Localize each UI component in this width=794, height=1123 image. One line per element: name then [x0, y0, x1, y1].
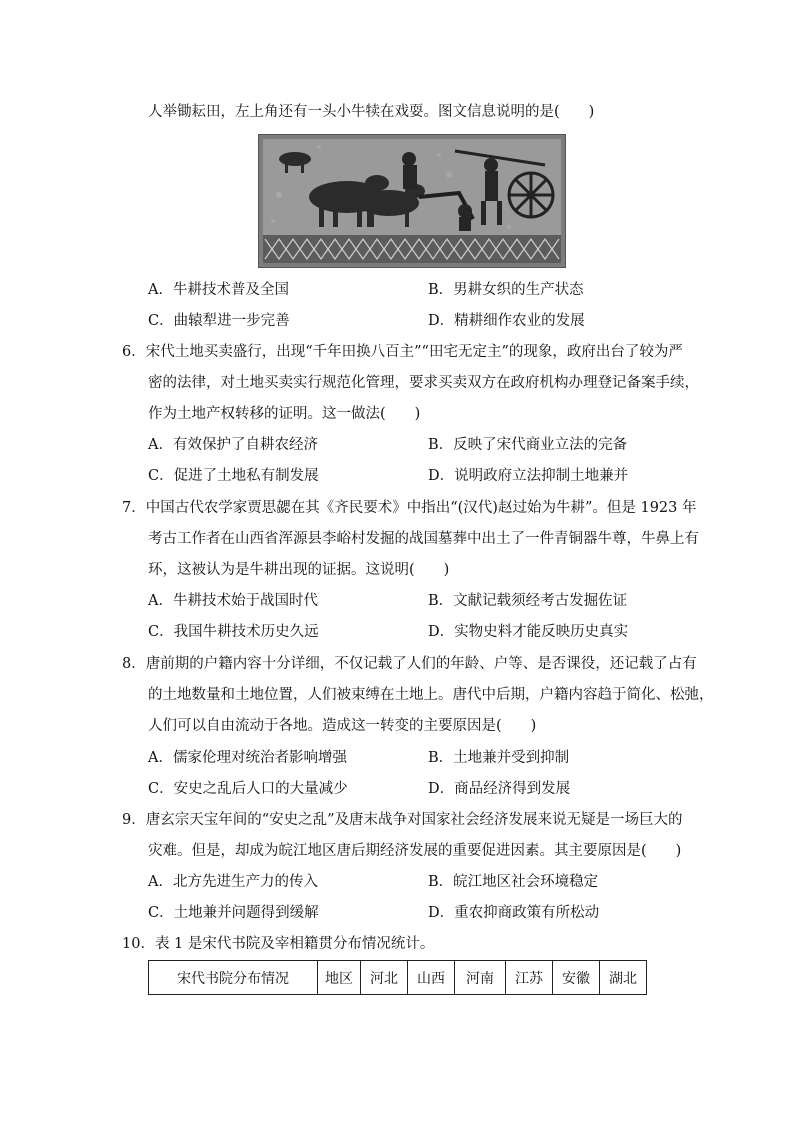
q9-stem-line1: 9．唐玄宗天宝年间的“安史之乱”及唐末战争对国家社会经济发展来说无疑是一场巨大的 — [122, 812, 683, 828]
q9-option-c: C．土地兼并问题得到缓解 — [148, 905, 319, 921]
q9-option-b: B．皖江地区社会环境稳定 — [428, 874, 599, 890]
q5-option-a: A．牛耕技术普及全国 — [148, 282, 289, 298]
q5-option-d: D．精耕细作农业的发展 — [428, 313, 585, 329]
q8-option-a: A．儒家伦理对统治者影响增强 — [148, 750, 347, 766]
q6-stem-line1: 6．宋代土地买卖盛行，出现“千年田换八百主”“田宅无定主”的现象，政府出台了较为严 — [122, 344, 683, 360]
q6-option-b: B．反映了宋代商业立法的完备 — [428, 437, 628, 453]
table-cell: 安徽 — [553, 961, 600, 995]
q7-stem-line2: 考古工作者在山西省浑源县李峪村发掘的战国墓葬中出土了一件青铜器牛尊，牛鼻上有 — [148, 531, 699, 547]
q5-option-b: B．男耕女织的生产状态 — [428, 282, 584, 298]
q9-option-d: D．重农抑商政策有所松动 — [428, 905, 600, 921]
oxen-plowing-illustration — [259, 135, 565, 267]
table-cell: 地区 — [318, 961, 361, 995]
table-row — [149, 961, 647, 995]
q7-option-c: C．我国牛耕技术历史久远 — [148, 624, 319, 640]
q6-option-d: D．说明政府立法抑制土地兼并 — [428, 468, 629, 484]
q6-option-c: C．促进了土地私有制发展 — [148, 468, 319, 484]
table-cell: 湖北 — [600, 961, 647, 995]
q5-option-c: C．曲辕犁进一步完善 — [148, 313, 290, 329]
question-5-stem-tail: 人举锄耘田，左上角还有一头小牛犊在戏耍。图文信息说明的是( ) — [148, 104, 595, 120]
q8-stem-line3: 人们可以自由流动于各地。造成这一转变的主要原因是( ) — [148, 718, 537, 734]
table-cell: 河北 — [361, 961, 408, 995]
q8-option-d: D．商品经济得到发展 — [428, 781, 571, 797]
q8-stem-line1: 8．唐前期的户籍内容十分详细，不仅记载了人们的年龄、户等、是否课役，还记载了占有 — [122, 656, 697, 672]
q10-stem-line1: 10．表 1 是宋代书院及宰相籍贯分布情况统计。 — [122, 936, 435, 952]
q6-option-a: A．有效保护了自耕农经济 — [148, 437, 318, 453]
table-cell: 江苏 — [506, 961, 553, 995]
table-row-header: 宋代书院分布情况 — [149, 961, 318, 995]
han-relief-image — [258, 134, 566, 268]
q8-option-c: C．安史之乱后人口的大量减少 — [148, 781, 348, 797]
q8-stem-line2: 的土地数量和土地位置，人们被束缚在土地上。唐代中后期，户籍内容趋于简化、松弛， — [148, 687, 714, 703]
q7-stem-line1: 7．中国古代农学家贾思勰在其《齐民要术》中指出“(汉代)赵过始为牛耕”。但是 1923 年 — [122, 500, 697, 516]
q7-stem-line3: 环，这被认为是牛耕出现的证据。这说明( ) — [148, 562, 450, 578]
q7-option-a: A．牛耕技术始于战国时代 — [148, 593, 318, 609]
q6-stem-line3: 作为土地产权转移的证明。这一做法( ) — [148, 406, 421, 422]
q7-option-d: D．实物史料才能反映历史真实 — [428, 624, 629, 640]
q9-option-a: A．北方先进生产力的传入 — [148, 874, 318, 890]
song-academy-table — [148, 960, 647, 995]
table-cell: 山西 — [408, 961, 455, 995]
table-cell: 河南 — [455, 961, 506, 995]
q7-option-b: B．文献记载须经考古发掘佐证 — [428, 593, 628, 609]
q9-stem-line2: 灾难。但是，却成为皖江地区唐后期经济发展的重要促进因素。其主要原因是( ) — [148, 843, 682, 859]
q8-option-b: B．土地兼并受到抑制 — [428, 750, 570, 766]
q6-stem-line2: 密的法律，对土地买卖实行规范化管理，要求买卖双方在政府机构办理登记备案手续， — [148, 375, 699, 391]
